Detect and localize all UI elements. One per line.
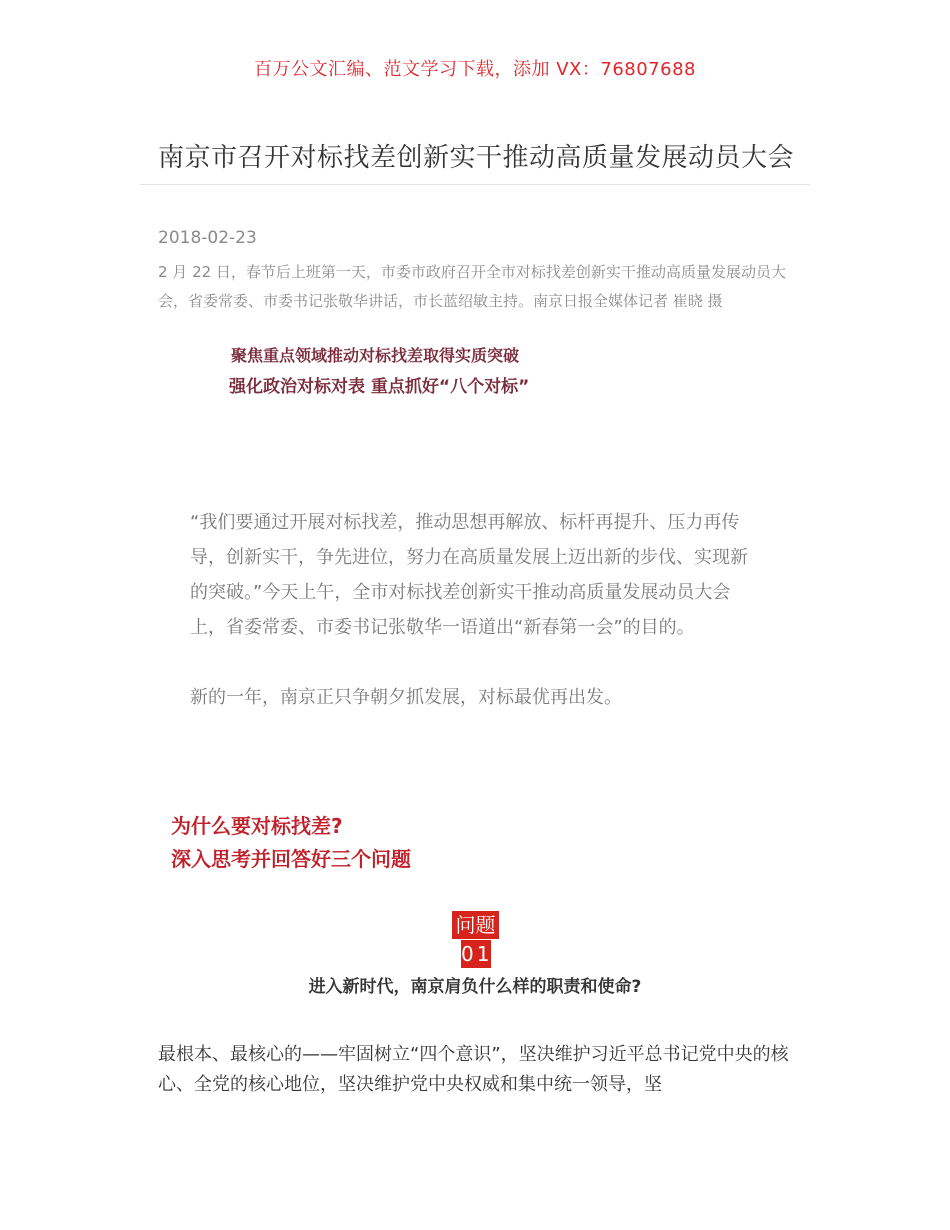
subheading-2: 强化政治对标对表 重点抓好“八个对标”	[229, 377, 530, 397]
article-date: 2018-02-23	[158, 228, 257, 248]
subheading-1: 聚焦重点领域推动对标找差取得实质突破	[231, 346, 520, 365]
section-heading-line-2: 深入思考并回答好三个问题	[171, 847, 411, 871]
quote-paragraph-2: 新的一年，南京正只争朝夕抓发展，对标最优再出发。	[190, 687, 622, 708]
section-heading	[171, 810, 411, 876]
quote-paragraph-1: “我们要通过开展对标找差，推动思想再解放、标杆再提升、压力再传导，创新实干，争先进位，努力在高质量发展上迈出新的步伐、实现新的突破。”今天上午，全市对标找差创新实干推动高质量发展动员大会上，省委常委、市委书记张敬华一语道出“新春第一会”的目的。	[190, 512, 748, 638]
photo-caption: 2 月 22 日，春节后上班第一天，市委市政府召开全市对标找差创新实干推动高质量发展动员大会，省委常委、市委书记张敬华讲话，市长蓝绍敏主持。南京日报全媒体记者 崔晓 摄	[158, 263, 786, 310]
section-heading-line-1: 为什么要对标找差?	[171, 814, 343, 838]
article-title: 南京市召开对标找差创新实干推动高质量发展动员大会	[158, 143, 795, 173]
question-text: 进入新时代，南京肩负什么样的职责和使命?	[308, 977, 642, 997]
question-badge-label: 问题	[452, 911, 499, 939]
header-banner: 百万公文汇编、范文学习下载，添加 VX：76807688	[254, 59, 696, 80]
lead-quote	[190, 505, 762, 715]
question-badge-number: 01	[461, 942, 493, 966]
body-paragraph: 最根本、最核心的——牢固树立“四个意识”，坚决维护习近平总书记党中央的核心、全党的核心地位，坚决维护党中央权威和集中统一领导，坚	[158, 1044, 789, 1095]
title-divider	[140, 184, 810, 185]
